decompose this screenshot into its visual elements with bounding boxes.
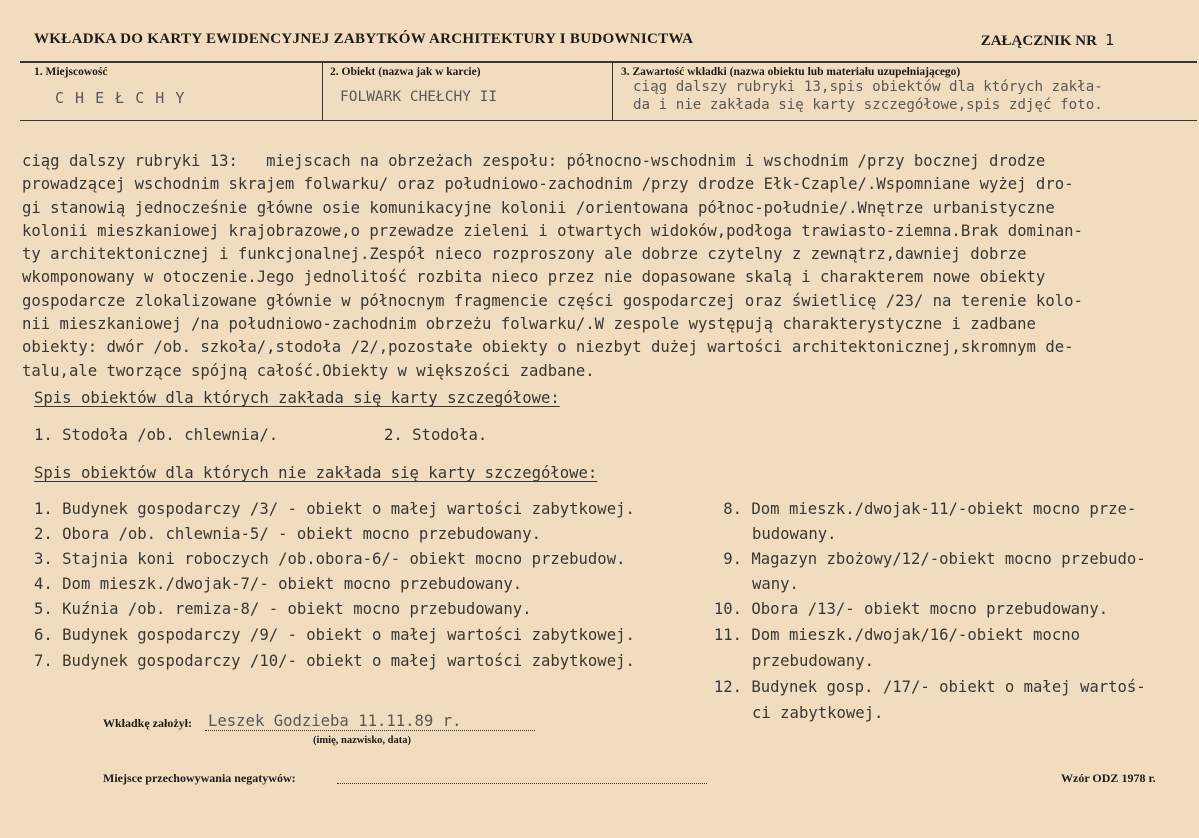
- field-2-label: 2. Obiekt (nazwa jak w karcie): [330, 66, 481, 78]
- list-item-text: Budynek gospodarczy /3/ - obiekt o małej wartości zabytkowej.: [62, 500, 635, 518]
- list-item: [708, 678, 1146, 696]
- body-line: ty architektonicznej i funkcjonalnej.Zespół nieco rozproszony ale dobrze czytelny z zewnątrz,dawniej dobrze: [22, 245, 1027, 264]
- list-item-text: Budynek gospodarczy /10/- obiekt o małej wartości zabytkowej.: [62, 652, 635, 670]
- list-item-num: 5.: [34, 600, 53, 618]
- list-item-num: 6.: [34, 626, 53, 644]
- annex-label-text: ZAŁĄCZNIK NR: [980, 33, 1097, 49]
- list-item-text: Stajnia koni roboczych /ob.obora-6/- obiekt mocno przebudow.: [62, 550, 626, 568]
- body-line: wkomponowany w otoczenie.Jego jednolitość rozbita nieco przez nie dopasowane skalą i charakterem nowe obiekty: [22, 268, 1046, 287]
- body-line: ciąg dalszy rubryki 13: miejscach na obrzeżach zespołu: północno-wschodnim i wschodnim /przy bocznej drodze: [22, 152, 1046, 170]
- list-item-text: Dom mieszk./dwojak-11/-obiekt mocno prze-: [751, 500, 1137, 518]
- list-item-text: Dom mieszk./dwojak/16/-obiekt mocno: [751, 626, 1080, 644]
- list-item: [708, 626, 1080, 644]
- founder-dotted-line: [205, 730, 535, 731]
- list-item-continued: wany.: [752, 575, 799, 593]
- founder-label: Wkładkę założył:: [103, 716, 192, 730]
- list-item-text: Obora /ob. chlewnia-5/ - obiekt mocno przebudowany.: [62, 525, 541, 543]
- list-item: [34, 500, 635, 518]
- list-item-num: 3.: [34, 550, 53, 568]
- section-a-heading: Spis obiektów dla których zakłada się karty szczegółowe:: [34, 389, 560, 407]
- list-item-num: 8.: [723, 500, 742, 518]
- list-item-num: 7.: [34, 652, 53, 670]
- list-item-continued: przebudowany.: [752, 652, 875, 670]
- body-line: talu,ale tworzące spójną całość.Obiekty w większości zadbane.: [22, 361, 595, 380]
- body-line: gi stanowią jednocześnie główne osie komunikacyjne kolonii /orientowana północ-południe/.Wnętrze urbanistyczne: [22, 198, 1055, 217]
- list-item-num: 11.: [713, 626, 742, 644]
- body-line: kolonii mieszkaniowej krajobrazowe,o przewadze zieleni i otwartych widoków,podłoga trawiasto-ziemna.Brak dominan-: [22, 221, 1083, 240]
- field-2-value: FOLWARK CHEŁCHY II: [340, 89, 498, 105]
- body-line: nii mieszkaniowej /na południowo-zachodnim obrzeżu folwarku/.W zespole występują charakterystyczne i zadbane: [22, 315, 1036, 334]
- section-b-heading: Spis obiektów dla których nie zakłada się karty szczegółowe:: [34, 464, 598, 482]
- header-divider-2: [612, 62, 613, 120]
- list-item: [34, 600, 532, 618]
- body-line: obiekty: dwór /ob. szkoła/,stodoła /2/,pozostałe obiekty o niezbyt dużej wartości architektonicznej,skromnym de-: [22, 338, 1074, 357]
- list-item-num: 10.: [713, 600, 742, 618]
- list-item-text: Magazyn zbożowy/12/-obiekt mocno przebudo-: [751, 550, 1146, 568]
- form-reference: Wzór ODZ 1978 r.: [1061, 771, 1156, 785]
- negatives-label: Miejsce przechowywania negatywów:: [103, 771, 296, 785]
- field-3-value-line-1: ciąg dalszy rubryki 13,spis obiektów dla których zakła-: [633, 79, 1103, 95]
- section-a-item-2: 2. Stodoła.: [384, 426, 488, 444]
- annex-number: 1: [1104, 31, 1114, 49]
- list-item: [34, 652, 635, 670]
- list-item: [34, 626, 635, 644]
- list-item: [34, 575, 522, 593]
- list-item: [718, 550, 1146, 568]
- list-item: [708, 600, 1108, 618]
- list-item-num: 9.: [723, 550, 742, 568]
- header-top-rule: [20, 61, 1197, 63]
- body-line: prowadzącej wschodnim skrajem folwarku/ oraz południowo-zachodnim /przy drodze Ełk-Czaple/.Wspomniane wyżej dro-: [22, 175, 1074, 194]
- list-item-text: Kuźnia /ob. remiza-8/ - obiekt mocno przebudowany.: [62, 600, 532, 618]
- list-item: [718, 500, 1136, 518]
- list-item-num: 4.: [34, 575, 53, 593]
- field-1-value: C H E Ł C H Y: [55, 89, 186, 107]
- section-a-item-1: 1. Stodoła /ob. chlewnia/.: [34, 426, 279, 444]
- list-item-continued: ci zabytkowej.: [752, 704, 884, 722]
- body-paragraph: [22, 150, 1182, 383]
- list-item-num: 2.: [34, 525, 53, 543]
- form-title: WKŁADKA DO KARTY EWIDENCYJNEJ ZABYTKÓW ARCHITEKTURY I BUDOWNICTWA: [34, 31, 694, 47]
- field-3-label: 3. Zawartość wkładki (nazwa obiektu lub materiału uzupełniającego): [621, 66, 961, 78]
- negatives-dotted-line: [337, 783, 707, 784]
- list-item-text: Budynek gosp. /17/- obiekt o małej wartoś-: [751, 678, 1146, 696]
- list-item-num: 1.: [34, 500, 53, 518]
- list-item-text: Dom mieszk./dwojak-7/- obiekt mocno przebudowany.: [62, 575, 523, 593]
- founder-sub-label: (imię, nazwisko, data): [313, 735, 411, 746]
- list-item: [34, 525, 541, 543]
- field-3-value-line-2: da i nie zakłada się karty szczegółowe,spis zdjęć foto.: [633, 97, 1103, 113]
- annex-label: [981, 31, 1114, 50]
- list-item-text: Budynek gospodarczy /9/ - obiekt o małej wartości zabytkowej.: [62, 626, 635, 644]
- list-item-continued: budowany.: [752, 525, 837, 543]
- list-item: [34, 550, 625, 568]
- body-line: gospodarcze zlokalizowane głównie w północnym fragmencie części gospodarczej oraz świetlicę /23/ na terenie kolo-: [22, 291, 1083, 310]
- list-item-text: Obora /13/- obiekt mocno przebudowany.: [751, 600, 1109, 618]
- list-item-num: 12.: [713, 678, 742, 696]
- header-divider-1: [322, 62, 323, 120]
- founder-value: Leszek Godzieba 11.11.89 r.: [208, 712, 462, 730]
- header-bottom-rule: [20, 120, 1197, 121]
- field-1-label: 1. Miejscowość: [34, 66, 108, 78]
